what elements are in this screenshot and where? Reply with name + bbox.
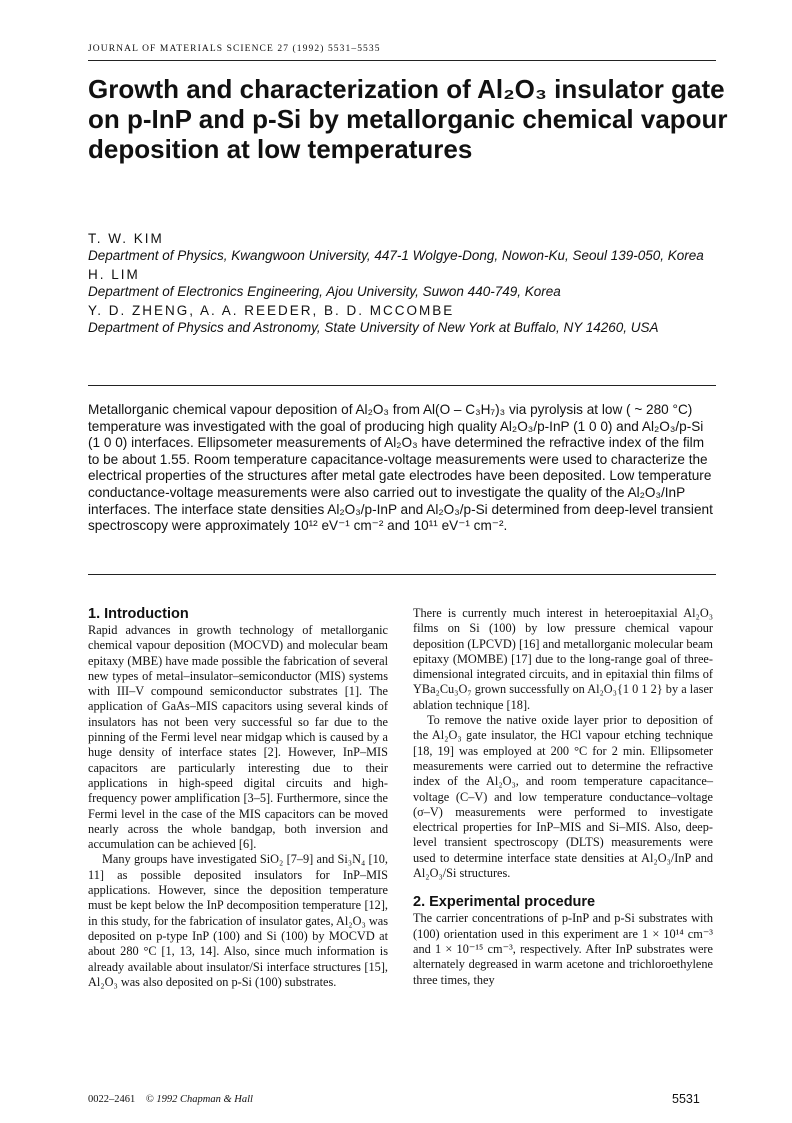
- author-affiliation: Department of Physics and Astronomy, State University of New York at Buffalo, NY 14260, USA: [88, 319, 659, 335]
- author-names: T. W. KIM: [88, 231, 164, 246]
- abstract-top-rule: [88, 385, 716, 386]
- paragraph: Many groups have investigated SiO₂ [7–9] and Si₃N₄ [10, 11] as possible deposited insulators for InP–MIS applications. However, since the deposition temperature must be kept below the InP decomposition temperature [12], in this study, for the fabrication of insulator gates, Al₂O₃ was deposited on p-type InP (100) and Si (100) by MOCVD at about 280 °C [1, 13, 14]. Also, since much information is already available about insulator/Si interface structures [15], Al₂O₃ was also deposited on p-Si (100) substrates.: [88, 852, 388, 989]
- paragraph: The carrier concentrations of p-InP and p-Si substrates with (100) orientation used in this experiment are 1 × 10¹⁴ cm⁻³ and 1 × 10⁻¹⁵ cm⁻³, respectively. After InP substrates were alternately degreased in warm acetone and trichloroethylene three times, they: [413, 911, 713, 987]
- right-column: [413, 606, 713, 988]
- author-block: [88, 228, 728, 336]
- abstract: Metallorganic chemical vapour deposition of Al₂O₃ from Al(O – C₃H₇)₃ via pyrolysis at low ( ~ 280 °C) temperature was investigated with the goal of producing high quality Al₂O₃/p-InP (1 0 0) and Al₂O₃/p-Si (1 0 0) interfaces. Ellipsometer measurements of Al₂O₃ have determined the refractive index of the film to be about 1.55. Room temperature capacitance-voltage measurements were used to characterize the electrical properties of the structures after metal gate electrodes have been deposited. Low temperature conductance-voltage measurements were also carried out to investigate the quality of the Al₂O₃/InP interfaces. The interface state densities Al₂O₃/p-InP and Al₂O₃/p-Si determined from deep-level transient spectroscopy were approximately 10¹² eV⁻¹ cm⁻² and 10¹¹ eV⁻¹ cm⁻².: [88, 402, 713, 534]
- header-rule: [88, 60, 716, 61]
- paragraph: There is currently much interest in heteroepitaxial Al₂O₃ films on Si (100) by low pressure chemical vapour deposition (LPCVD) [16] and metallorganic molecular beam epitaxy (MOMBE) [17] due to the long-range goal of three-dimensional integrated circuits, and in epitaxial thin films of YBa₂Cu₃O₇ grown successfully on Al₂O₃{1 0 1 2} by a laser ablation technique [18].: [413, 606, 713, 712]
- journal-header: JOURNAL OF MATERIALS SCIENCE 27 (1992) 5531–5535: [88, 44, 381, 54]
- abstract-bottom-rule: [88, 574, 716, 575]
- page-number: 5531: [672, 1092, 700, 1106]
- left-column: [88, 606, 388, 990]
- issn-code: 0022–2461: [88, 1094, 136, 1105]
- copyright: © 1992 Chapman & Hall: [145, 1094, 253, 1105]
- section-heading: 2. Experimental procedure: [413, 894, 596, 911]
- paragraph: Rapid advances in growth technology of metallorganic chemical vapour deposition (MOCVD) and molecular beam epitaxy (MBE) have made possible the fabrication of several new types of metal–insulator–semiconductor (MIS) systems with III–V compound semiconductor substrates [1]. The application of GaAs–MIS capacitors using several kinds of insulators has not been very successful so far due to the pinning of the Fermi level near midgap which is caused by a huge density of interface states [2]. However, InP–MIS capacitors are particularly interesting due to their applications in high-speed digital circuits and high-frequency power amplification [3–5]. Furthermore, since the Fermi level in the case of the MIS capacitors can be moved nearly across the whole bandgap, both inversion and accumulation can be achieved [6].: [88, 623, 388, 852]
- author-affiliation: Department of Electronics Engineering, Ajou University, Suwon 440-749, Korea: [88, 283, 561, 299]
- author-affiliation: Department of Physics, Kwangwoon University, 447-1 Wolgye-Dong, Nowon-Ku, Seoul 139-050, Korea: [88, 247, 704, 263]
- footer-info: [88, 1094, 253, 1105]
- section-heading: 1. Introduction: [88, 606, 189, 622]
- author-names: H. LIM: [88, 267, 140, 282]
- author-names: Y. D. ZHENG, A. A. REEDER, B. D. MCCOMBE: [88, 303, 455, 318]
- paragraph: To remove the native oxide layer prior to deposition of the Al₂O₃ gate insulator, the HCl vapour etching technique [18, 19] was employed at 200 °C for 2 min. Ellipsometer measurements were carried out to determine the refractive index of the Al₂O₃, and room temperature capacitance–voltage (C–V) and low temperature conductance–voltage (σ–V) measurements were performed to investigate electrical properties for InP–MIS and Si–MIS. Also, deep-level transient spectroscopy (DLTS) measurements were used to determine interface state densities at Al₂O₃/InP and Al₂O₃/Si structures.: [413, 713, 713, 881]
- article-title: Growth and characterization of Al₂O₃ insulator gate on p-InP and p-Si by metallorganic chemical vapour deposition at low temperatures: [88, 74, 728, 164]
